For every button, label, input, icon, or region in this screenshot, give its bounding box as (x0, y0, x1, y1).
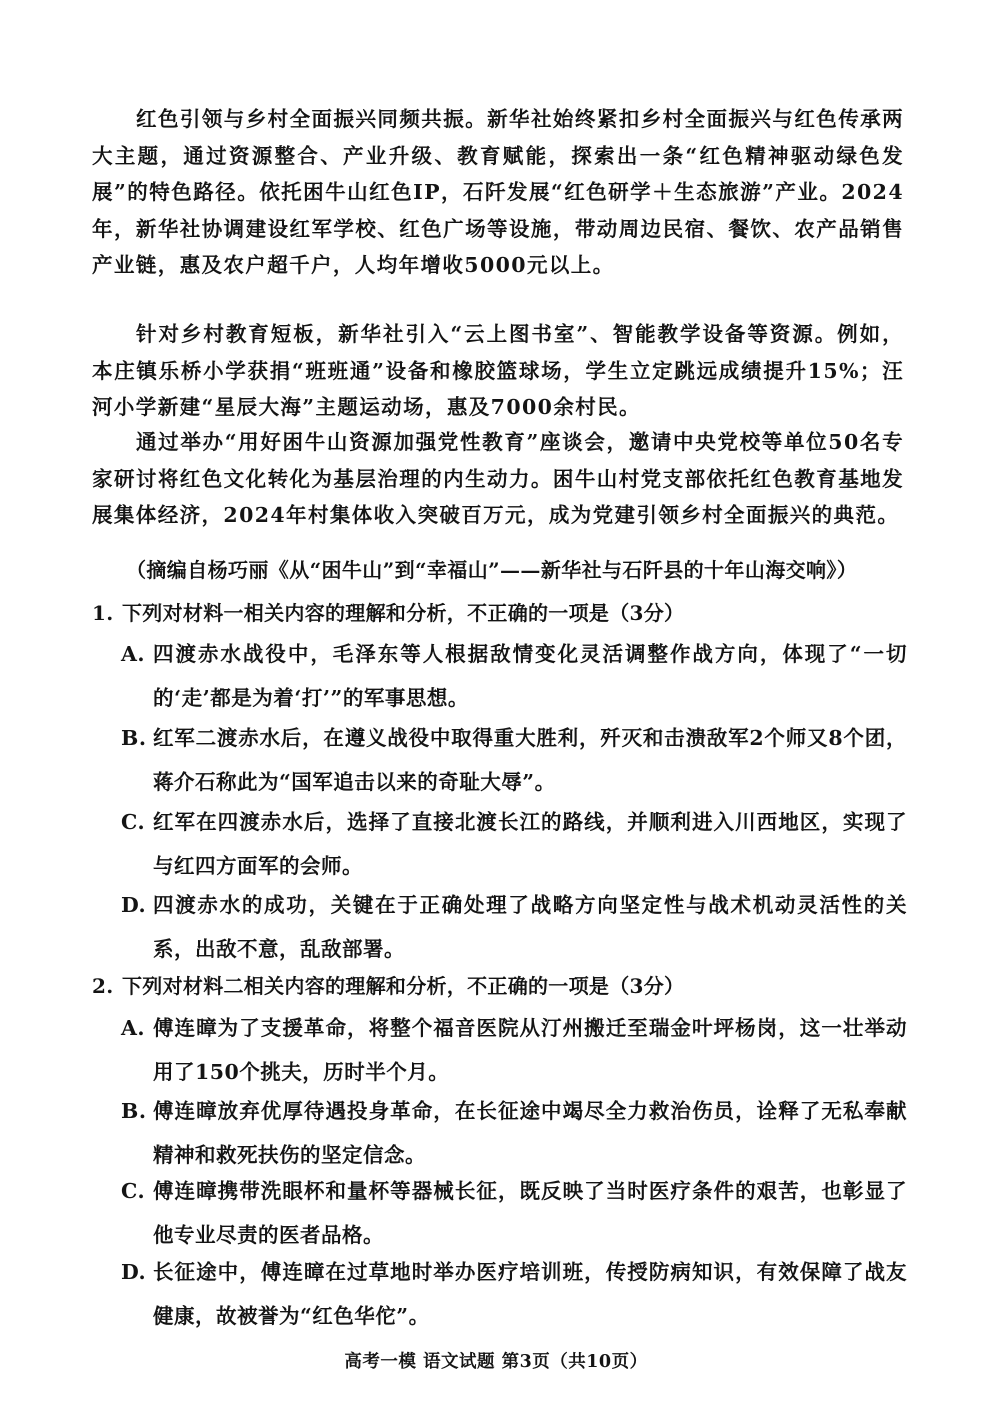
question-stem-text: 下列对材料二相关内容的理解和分析，不正确的一项是（3分） (122, 974, 685, 998)
option-letter: D. (121, 1260, 147, 1284)
option-text: 红军二渡赤水后，在遵义战役中取得重大胜利，歼灭和击溃敌军2个师又8个团，蒋介石称此为“国军追击以来的奇耻大辱”。 (153, 726, 907, 794)
option-letter: C. (121, 1179, 146, 1203)
option-text: 长征途中，傅连暲在过草地时举办医疗培训班，传授防病知识，有效保障了战友健康，故被誉为“红色华佗”。 (153, 1260, 907, 1328)
option-letter: B. (121, 1099, 147, 1123)
option-text: 四渡赤水的成功，关键在于正确处理了战略方向坚定性与战术机动灵活性的关系，出敌不意，乱敌部署。 (153, 893, 907, 961)
option-letter: D. (121, 893, 147, 917)
passage-paragraph: 红色引领与乡村全面振兴同频共振。新华社始终紧扣乡村全面振兴与红色传承两大主题，通过资源整合、产业升级、教育赋能，探索出一条“红色精神驱动绿色发展”的特色路径。依托困牛山红色IP，石阡发展“红色研学＋生态旅游”产业。2024年，新华社协调建设红军学校、红色广场等设施，带动周边民宿、餐饮、农产品销售产业链，惠及农户超千户，人均年增收5000元以上。 (92, 107, 904, 278)
option-text: 傅连暲携带洗眼杯和量杯等器械长征，既反映了当时医疗条件的艰苦，也彰显了他专业尽责的医者品格。 (153, 1179, 907, 1247)
question-2-stem (92, 970, 684, 999)
option-letter: A. (121, 1016, 146, 1040)
option-letter: A. (121, 642, 146, 666)
question-1-option-c (121, 800, 907, 888)
question-2-option-a (121, 1006, 907, 1094)
question-1-option-d (121, 883, 907, 971)
option-text: 傅连暲放弃优厚待遇投身革命，在长征途中竭尽全力救治伤员，诠释了无私奉献精神和救死扶伤的坚定信念。 (153, 1099, 907, 1167)
option-letter: C. (121, 810, 146, 834)
option-text: 傅连暲为了支援革命，将整个福音医院从汀州搬迁至瑞金叶坪杨岗，这一壮举动用了150个挑夫，历时半个月。 (153, 1016, 907, 1084)
option-text: 红军在四渡赤水后，选择了直接北渡长江的路线，并顺利进入川西地区，实现了与红四方面军的会师。 (153, 810, 907, 878)
question-number: 2. (92, 974, 114, 998)
question-1-option-a (121, 632, 907, 720)
passage-paragraph: 通过举办“用好困牛山资源加强党性教育”座谈会，邀请中央党校等单位50名专家研讨将红色文化转化为基层治理的内生动力。困牛山村党支部依托红色教育基地发展集体经济，2024年村集体收入突破百万元，成为党建引领乡村全面振兴的典范。 (92, 430, 904, 528)
question-number: 1. (92, 601, 114, 625)
passage-paragraph: 针对乡村教育短板，新华社引入“云上图书室”、智能教学设备等资源。例如，本庄镇乐桥小学获捐“班班通”设备和橡胶篮球场，学生立定跳远成绩提升15%；汪河小学新建“星辰大海”主题运动场，惠及7000余村民。 (92, 322, 904, 420)
question-stem-text: 下列对材料一相关内容的理解和分析，不正确的一项是（3分） (122, 601, 685, 625)
passage-source: （摘编自杨巧丽《从“困牛山”到“幸福山”——新华社与石阡县的十年山海交响》） (126, 558, 858, 582)
page-footer: 高考一模 语文试题 第3页（共10页） (344, 1352, 648, 1372)
question-2-option-c (121, 1169, 907, 1257)
option-letter: B. (121, 726, 147, 750)
option-text: 四渡赤水战役中，毛泽东等人根据敌情变化灵活调整作战方向，体现了“一切的‘走’都是为着‘打’”的军事思想。 (153, 642, 907, 710)
question-2-option-d (121, 1250, 907, 1338)
question-1-stem (92, 597, 684, 626)
question-2-option-b (121, 1089, 907, 1177)
question-1-option-b (121, 716, 907, 804)
